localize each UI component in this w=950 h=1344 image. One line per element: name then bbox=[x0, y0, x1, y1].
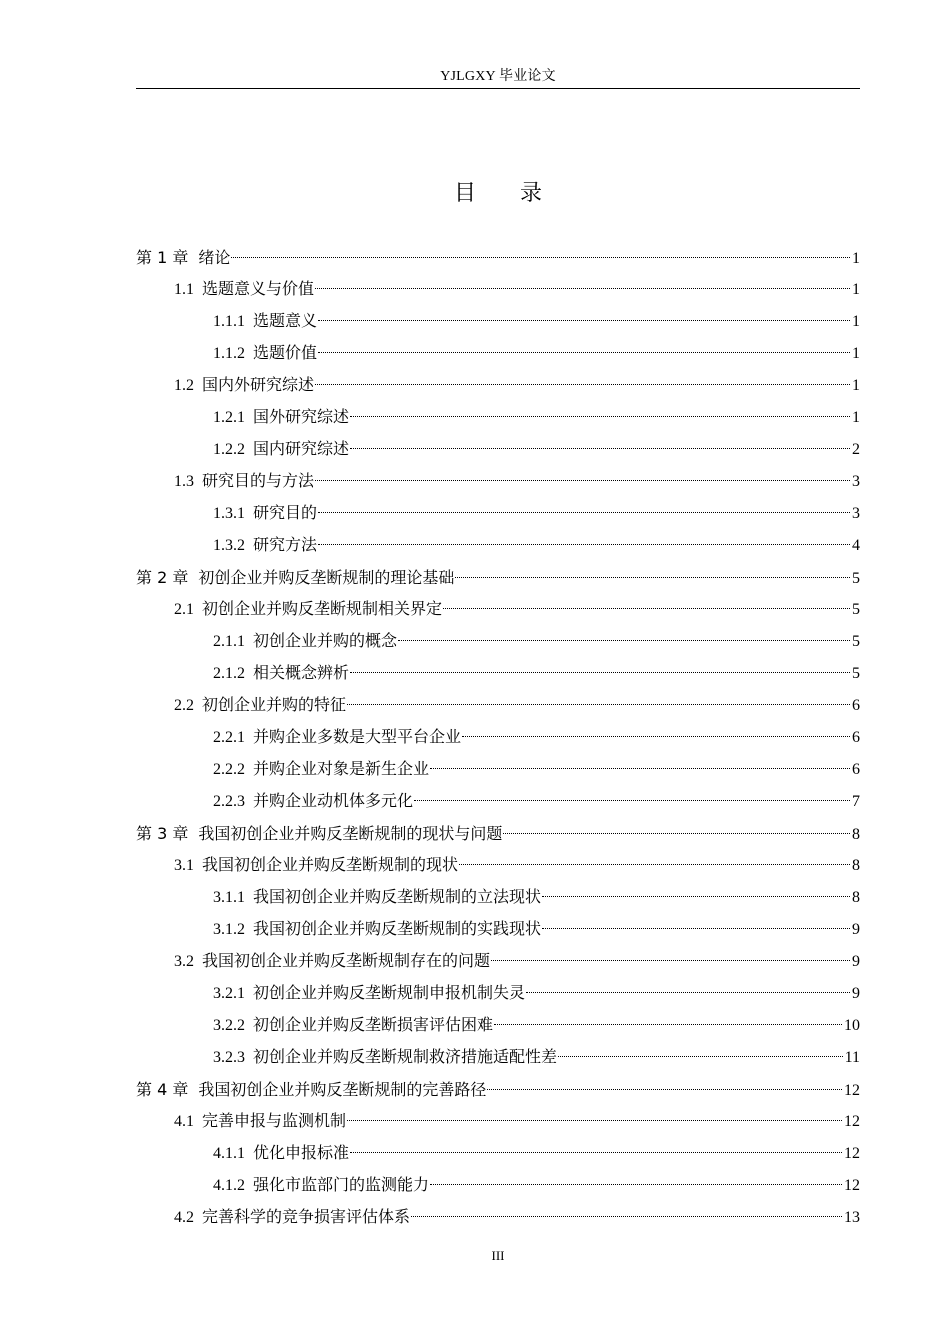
toc-entry-title: 初创企业并购反垄断规制的理论基础 bbox=[198, 568, 455, 587]
toc-entry-number: 第 1 章 bbox=[136, 248, 189, 267]
toc-entry-page: 5 bbox=[852, 665, 860, 682]
toc-entry-number: 1.2.2 bbox=[213, 441, 245, 458]
toc-chapter-entry[interactable] bbox=[136, 818, 860, 850]
toc-entry-page: 8 bbox=[852, 889, 860, 906]
toc-entry-number: 2.2.3 bbox=[213, 793, 245, 810]
toc-entry-page: 12 bbox=[844, 1177, 860, 1194]
toc-entry-number: 1.2.1 bbox=[213, 409, 245, 426]
toc-dot-leader bbox=[350, 1152, 842, 1153]
toc-entry-page: 8 bbox=[852, 857, 860, 874]
toc-entry-number: 2.2.1 bbox=[213, 729, 245, 746]
toc-entry-number: 1.1.1 bbox=[213, 313, 245, 330]
toc-entry-page: 12 bbox=[844, 1082, 860, 1099]
toc-entry-page: 1 bbox=[852, 377, 860, 394]
toc-dot-leader bbox=[494, 1024, 842, 1025]
toc-entry-page: 3 bbox=[852, 505, 860, 522]
toc-entry-title: 我国初创企业并购反垄断规制存在的问题 bbox=[202, 953, 491, 970]
toc-dot-leader bbox=[318, 352, 850, 353]
toc-subsection-entry[interactable] bbox=[136, 978, 860, 1010]
toc-entry-title: 我国初创企业并购反垄断规制的现状 bbox=[202, 857, 459, 874]
toc-entry-number: 2.1.1 bbox=[213, 633, 245, 650]
toc-dot-leader bbox=[455, 577, 850, 578]
toc-dot-leader bbox=[347, 704, 850, 705]
toc-subsection-entry[interactable] bbox=[136, 722, 860, 754]
toc-subsection-entry[interactable] bbox=[136, 658, 860, 690]
toc-dot-leader bbox=[462, 736, 850, 737]
toc-entry-title: 优化申报标准 bbox=[253, 1145, 350, 1162]
toc-subsection-entry[interactable] bbox=[136, 530, 860, 562]
toc-dot-leader bbox=[443, 608, 850, 609]
toc-entry-page: 9 bbox=[852, 985, 860, 1002]
toc-entry-number: 4.1.2 bbox=[213, 1177, 245, 1194]
toc-dot-leader bbox=[350, 448, 850, 449]
toc-dot-leader bbox=[350, 416, 850, 417]
toc-chapter-entry[interactable] bbox=[136, 562, 860, 594]
toc-subsection-entry[interactable] bbox=[136, 1042, 860, 1074]
toc-chapter-entry[interactable] bbox=[136, 1074, 860, 1106]
toc-dot-leader bbox=[231, 257, 850, 258]
toc-entry-title: 初创企业并购的概念 bbox=[253, 633, 398, 650]
toc-entry-number: 第 3 章 bbox=[136, 824, 189, 843]
toc-section-entry[interactable] bbox=[136, 594, 860, 626]
toc-dot-leader bbox=[430, 1184, 842, 1185]
toc-entry-title: 我国初创企业并购反垄断规制的立法现状 bbox=[253, 889, 542, 906]
toc-section-entry[interactable] bbox=[136, 370, 860, 402]
toc-entry-number: 3.2 bbox=[174, 953, 194, 970]
toc-subsection-entry[interactable] bbox=[136, 882, 860, 914]
toc-entry-number: 1.3 bbox=[174, 473, 194, 490]
toc-dot-leader bbox=[526, 992, 850, 993]
toc-entry-page: 4 bbox=[852, 537, 860, 554]
toc-entry-page: 7 bbox=[852, 793, 860, 810]
toc-entry-number: 3.2.2 bbox=[213, 1017, 245, 1034]
toc-entry-number: 1.3.2 bbox=[213, 537, 245, 554]
toc-entry-number: 第 4 章 bbox=[136, 1080, 189, 1099]
toc-dot-leader bbox=[315, 480, 850, 481]
toc-entry-title: 我国初创企业并购反垄断规制的实践现状 bbox=[253, 921, 542, 938]
toc-entry-page: 1 bbox=[852, 250, 860, 267]
toc-entry-page: 5 bbox=[852, 633, 860, 650]
toc-entry-title: 完善申报与监测机制 bbox=[202, 1113, 347, 1130]
toc-entry-number: 4.1 bbox=[174, 1113, 194, 1130]
toc-entry-page: 13 bbox=[844, 1209, 860, 1226]
toc-dot-leader bbox=[414, 800, 850, 801]
toc-section-entry[interactable] bbox=[136, 1202, 860, 1234]
toc-subsection-entry[interactable] bbox=[136, 626, 860, 658]
toc-dot-leader bbox=[347, 1120, 842, 1121]
toc-entry-title: 强化市监部门的监测能力 bbox=[253, 1177, 430, 1194]
toc-section-entry[interactable] bbox=[136, 946, 860, 978]
toc-entry-page: 5 bbox=[852, 601, 860, 618]
toc-entry-title: 相关概念辨析 bbox=[253, 665, 350, 682]
toc-dot-leader bbox=[430, 768, 850, 769]
toc-subsection-entry[interactable] bbox=[136, 434, 860, 466]
toc-entry-number: 3.2.3 bbox=[213, 1049, 245, 1066]
toc-entry-number: 4.2 bbox=[174, 1209, 194, 1226]
toc-dot-leader bbox=[491, 960, 850, 961]
toc-entry-title: 选题意义与价值 bbox=[202, 281, 315, 298]
toc-entry-title: 我国初创企业并购反垄断规制的完善路径 bbox=[198, 1080, 487, 1099]
toc-subsection-entry[interactable] bbox=[136, 498, 860, 530]
toc-subsection-entry[interactable] bbox=[136, 754, 860, 786]
toc-entry-title: 初创企业并购反垄断规制申报机制失灵 bbox=[253, 985, 526, 1002]
toc-dot-leader bbox=[398, 640, 850, 641]
page-header: YJLGXY 毕业论文 bbox=[440, 69, 556, 84]
header-divider bbox=[136, 88, 860, 89]
toc-dot-leader bbox=[503, 833, 850, 834]
toc-dot-leader bbox=[459, 864, 850, 865]
toc-entry-page: 8 bbox=[852, 826, 860, 843]
toc-entry-page: 9 bbox=[852, 953, 860, 970]
toc-dot-leader bbox=[318, 320, 850, 321]
toc-entry-title: 我国初创企业并购反垄断规制的现状与问题 bbox=[198, 824, 503, 843]
toc-subsection-entry[interactable] bbox=[136, 1170, 860, 1202]
toc-entry-title: 选题价值 bbox=[253, 345, 318, 362]
toc-subsection-entry[interactable] bbox=[136, 1010, 860, 1042]
toc-dot-leader bbox=[315, 288, 850, 289]
toc-dot-leader bbox=[318, 544, 850, 545]
toc-entry-number: 1.3.1 bbox=[213, 505, 245, 522]
toc-entry-page: 9 bbox=[852, 921, 860, 938]
toc-entry-page: 12 bbox=[844, 1145, 860, 1162]
toc-entry-number: 3.1.1 bbox=[213, 889, 245, 906]
toc-entry-number: 1.1.2 bbox=[213, 345, 245, 362]
toc-entry-number: 3.1 bbox=[174, 857, 194, 874]
page-number: III bbox=[491, 1248, 505, 1263]
toc-dot-leader bbox=[542, 928, 850, 929]
toc-entry-page: 5 bbox=[852, 570, 860, 587]
toc-entry-title: 初创企业并购的特征 bbox=[202, 697, 347, 714]
toc-entry-page: 3 bbox=[852, 473, 860, 490]
toc-dot-leader bbox=[411, 1216, 842, 1217]
toc-entry-title: 研究方法 bbox=[253, 537, 318, 554]
toc-entry-page: 1 bbox=[852, 313, 860, 330]
toc-section-entry[interactable] bbox=[136, 850, 860, 882]
toc-dot-leader bbox=[558, 1056, 843, 1057]
toc-entry-page: 1 bbox=[852, 281, 860, 298]
toc-entry-number: 2.1.2 bbox=[213, 665, 245, 682]
toc-entry-page: 12 bbox=[844, 1113, 860, 1130]
toc-entry-number: 1.2 bbox=[174, 377, 194, 394]
toc-subsection-entry[interactable] bbox=[136, 338, 860, 370]
toc-entry-title: 并购企业对象是新生企业 bbox=[253, 761, 430, 778]
toc-title: 目 录 bbox=[453, 181, 542, 206]
toc-entry-title: 国外研究综述 bbox=[253, 409, 350, 426]
toc-entry-title: 并购企业多数是大型平台企业 bbox=[253, 729, 462, 746]
toc-entry-number: 3.2.1 bbox=[213, 985, 245, 1002]
toc-entry-number: 2.2 bbox=[174, 697, 194, 714]
toc-entry-number: 4.1.1 bbox=[213, 1145, 245, 1162]
toc-entry-title: 绪论 bbox=[198, 248, 231, 267]
toc-entry-title: 国内外研究综述 bbox=[202, 377, 315, 394]
toc-entry-number: 第 2 章 bbox=[136, 568, 189, 587]
toc-subsection-entry[interactable] bbox=[136, 914, 860, 946]
toc-entry-title: 国内研究综述 bbox=[253, 441, 350, 458]
toc-entry-page: 10 bbox=[844, 1017, 860, 1034]
toc-subsection-entry[interactable] bbox=[136, 402, 860, 434]
toc-entry-title: 初创企业并购反垄断损害评估困难 bbox=[253, 1017, 494, 1034]
toc-section-entry[interactable] bbox=[136, 274, 860, 306]
toc-entry-title: 完善科学的竞争损害评估体系 bbox=[202, 1209, 411, 1226]
toc-dot-leader bbox=[542, 896, 850, 897]
toc-entry-title: 初创企业并购反垄断规制救济措施适配性差 bbox=[253, 1049, 558, 1066]
toc-entry-page: 6 bbox=[852, 729, 860, 746]
toc-chapter-entry[interactable] bbox=[136, 242, 860, 274]
toc-entry-page: 1 bbox=[852, 409, 860, 426]
toc-entry-page: 11 bbox=[844, 1049, 860, 1066]
toc-entry-title: 选题意义 bbox=[253, 313, 318, 330]
toc-subsection-entry[interactable] bbox=[136, 306, 860, 338]
toc-dot-leader bbox=[350, 672, 850, 673]
toc-entry-number: 1.1 bbox=[174, 281, 194, 298]
toc-subsection-entry[interactable] bbox=[136, 786, 860, 818]
toc-entry-page: 6 bbox=[852, 697, 860, 714]
toc-entry-number: 2.2.2 bbox=[213, 761, 245, 778]
toc-dot-leader bbox=[315, 384, 850, 385]
toc-section-entry[interactable] bbox=[136, 1106, 860, 1138]
toc-section-entry[interactable] bbox=[136, 466, 860, 498]
toc-entry-page: 6 bbox=[852, 761, 860, 778]
toc-entry-title: 研究目的 bbox=[253, 505, 318, 522]
toc-entry-title: 初创企业并购反垄断规制相关界定 bbox=[202, 601, 443, 618]
toc-dot-leader bbox=[487, 1089, 842, 1090]
toc-entry-title: 研究目的与方法 bbox=[202, 473, 315, 490]
table-of-contents bbox=[136, 242, 860, 1234]
toc-entry-number: 2.1 bbox=[174, 601, 194, 618]
toc-entry-page: 2 bbox=[852, 441, 860, 458]
toc-entry-page: 1 bbox=[852, 345, 860, 362]
toc-section-entry[interactable] bbox=[136, 690, 860, 722]
toc-subsection-entry[interactable] bbox=[136, 1138, 860, 1170]
toc-entry-number: 3.1.2 bbox=[213, 921, 245, 938]
toc-dot-leader bbox=[318, 512, 850, 513]
toc-entry-title: 并购企业动机体多元化 bbox=[253, 793, 414, 810]
